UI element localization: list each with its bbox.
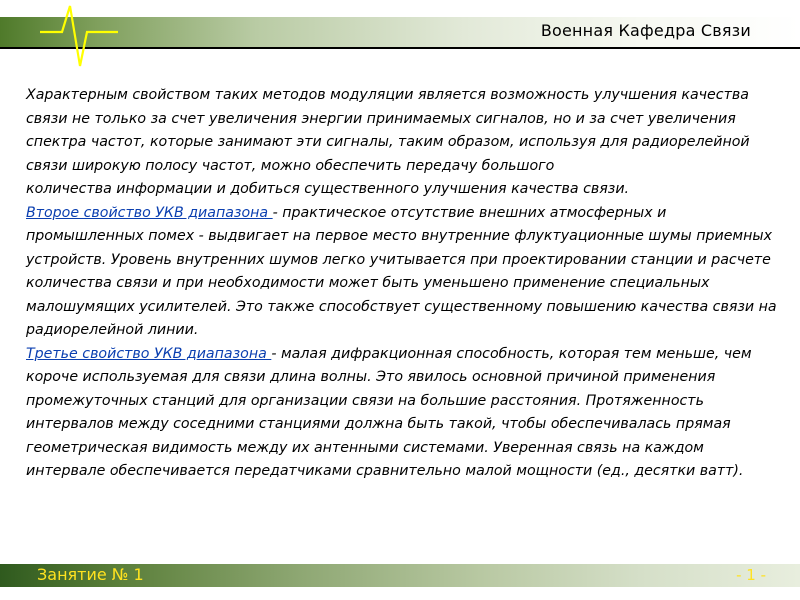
lesson-label: Занятие № 1 bbox=[37, 565, 144, 584]
page-number: - 1 - bbox=[736, 566, 766, 584]
header-divider bbox=[0, 47, 800, 49]
page-title: Военная Кафедра Связи bbox=[540, 21, 751, 40]
second-property-paragraph bbox=[26, 202, 786, 343]
third-property-link[interactable]: Третье свойство УКВ диапазона bbox=[26, 345, 272, 362]
second-property-link[interactable]: Второе свойство УКВ диапазона bbox=[26, 204, 273, 221]
third-property-paragraph bbox=[26, 343, 786, 484]
second-property-text: - практическое отсутствие внешних атмосферных и промышленных помех - выдвигает на первое место внутренние флуктуационные шумы приемных устройств. Уровень внутренних шумов легко учитывается при проектировании станции и расчете количества связи и при необходимости может быть уменьшено применение специальных малошумящих усилителей. Это также способствует существенному повышению качества связи на радиорелейной линии. bbox=[26, 204, 777, 338]
slide-body bbox=[26, 84, 786, 484]
third-property-text: - малая дифракционная способность, которая тем меньше, чем короче используемая для связи длина волны. Это явилось основной причиной применения промежуточных станций для организации связи на большие расстояния. Протяженность интервалов между соседними станциями должна быть такой, чтобы обеспечивалась прямая геометрическая видимость между их антенными системами. Уверенная связь на каждом интервале обеспечивается передатчиками сравнительно малой мощности (ед., десятки ватт). bbox=[26, 345, 752, 479]
pulse-line-icon bbox=[40, 4, 120, 70]
intro-paragraph: Характерным свойством таких методов модуляции является возможность улучшения качества связи не только за счет увеличения энергии принимаемых сигналов, но и за счет увеличения спектра частот, которые занимают эти сигналы, таким образом, используя для радиорелейной связи широкую полосу частот, можно обеспечить передачу большого bbox=[26, 87, 750, 174]
intro-paragraph-continued: количества информации и добиться существенного улучшения качества связи. bbox=[26, 181, 630, 197]
